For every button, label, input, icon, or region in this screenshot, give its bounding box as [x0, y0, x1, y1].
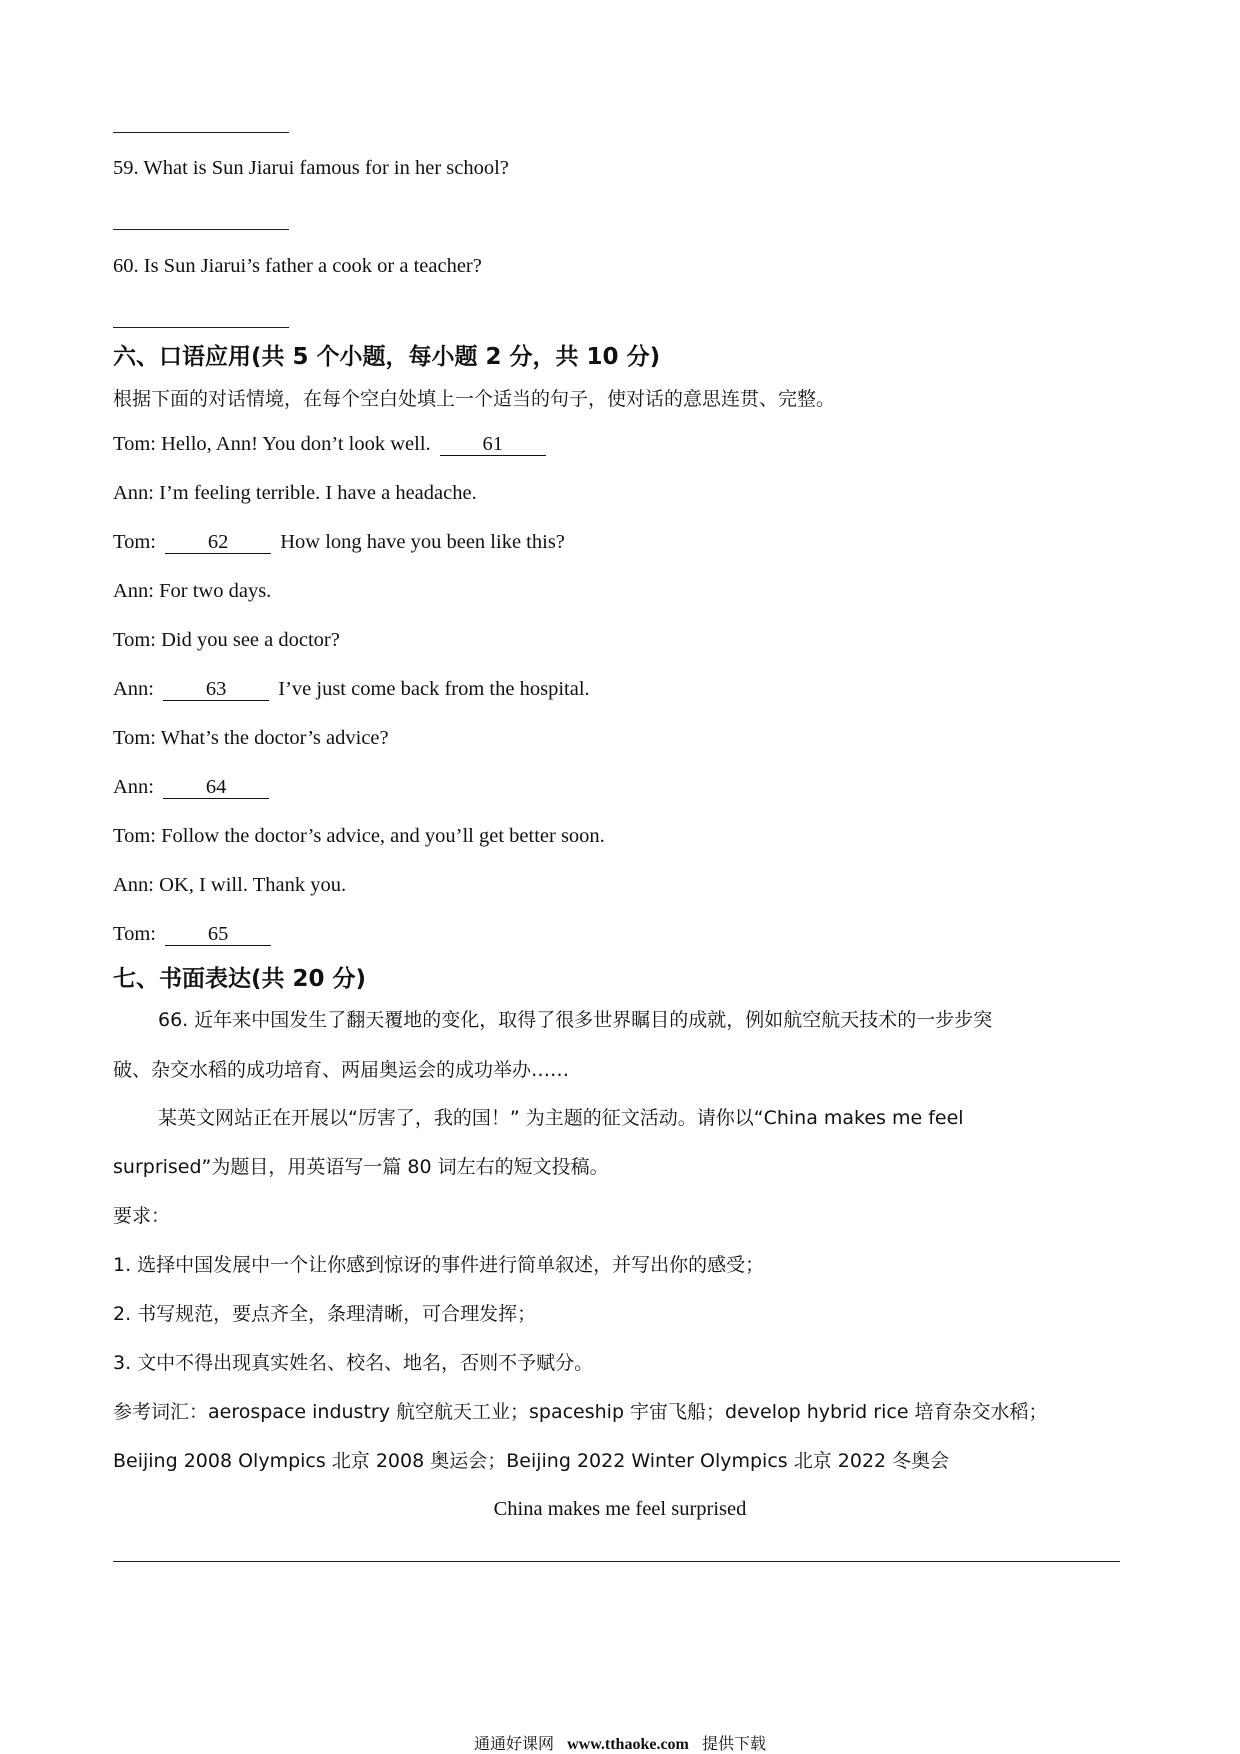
- dialogue-text: Tom: Hello, Ann! You don’t look well.: [113, 433, 436, 455]
- dialogue-line: [113, 479, 477, 507]
- requirements-label: 要求：: [113, 1205, 171, 1227]
- answer-blank[interactable]: 62: [165, 531, 271, 554]
- dialogue-line: [113, 822, 605, 850]
- dialogue-text: Ann: For two days.: [113, 580, 272, 602]
- answer-line: [113, 327, 289, 328]
- dialogue-text: Ann: OK, I will. Thank you.: [113, 874, 347, 896]
- dialogue-text: Tom: What’s the doctor’s advice?: [113, 727, 389, 749]
- question-59: 59. What is Sun Jiarui famous for in her school?: [113, 157, 509, 179]
- answer-blank[interactable]: 63: [163, 678, 269, 701]
- essay-prompt-line-1: 66. 近年来中国发生了翻天覆地的变化，取得了很多世界瞩目的成就，例如航空航天技术的一步步突: [158, 1009, 993, 1031]
- dialogue-line: [113, 675, 590, 703]
- answer-blank[interactable]: 64: [163, 776, 269, 799]
- answer-blank[interactable]: 65: [165, 923, 271, 946]
- dialogue-text: Tom: Follow the doctor’s advice, and you’ll get better soon.: [113, 825, 605, 847]
- footer-url[interactable]: www.tthaoke.com: [567, 1736, 689, 1753]
- dialogue-text: How long have you been like this?: [275, 531, 565, 553]
- section-7-title: 七、书面表达(共 20 分): [113, 966, 367, 992]
- dialogue-line: [113, 920, 275, 948]
- answer-blank[interactable]: 61: [440, 433, 546, 456]
- dialogue-text: Ann:: [113, 678, 160, 700]
- footer-site-name: 通通好课网: [474, 1734, 555, 1753]
- dialogue-text: Ann: I’m feeling terrible. I have a headache.: [113, 482, 477, 504]
- essay-prompt-line-2: 破、杂交水稻的成功培育、两届奥运会的成功举办……: [113, 1059, 570, 1081]
- question-60: 60. Is Sun Jiarui’s father a cook or a teacher?: [113, 255, 482, 277]
- dialogue-line: [113, 724, 389, 752]
- dialogue-text: Ann:: [113, 776, 160, 798]
- essay-title: China makes me feel surprised: [493, 1498, 747, 1520]
- section-6-title: 六、口语应用(共 5 个小题，每小题 2 分，共 10 分): [113, 344, 661, 370]
- requirement-3: 3. 文中不得出现真实姓名、校名、地名，否则不予赋分。: [113, 1352, 594, 1374]
- essay-prompt-line-4: surprised”为题目，用英语写一篇 80 词左右的短文投稿。: [113, 1156, 609, 1178]
- dialogue-line: [113, 871, 346, 899]
- requirement-2: 2. 书写规范，要点齐全，条理清晰，可合理发挥；: [113, 1303, 537, 1325]
- essay-prompt-line-3: 某英文网站正在开展以“厉害了，我的国！” 为主题的征文活动。请你以“China makes me feel: [158, 1107, 964, 1129]
- footer-download-text: 提供下载: [701, 1734, 766, 1753]
- footer: [0, 1731, 1240, 1754]
- vocabulary-line-2: Beijing 2008 Olympics 北京 2008 奥运会；Beijing 2022 Winter Olympics 北京 2022 冬奥会: [113, 1450, 950, 1472]
- dialogue-text: I’ve just come back from the hospital.: [273, 678, 590, 700]
- answer-line: [113, 132, 289, 133]
- dialogue-line: [113, 626, 340, 654]
- dialogue-line: [113, 773, 273, 801]
- dialogue-line: [113, 430, 550, 458]
- section-6-instruction: 根据下面的对话情境，在每个空白处填上一个适当的句子，使对话的意思连贯、完整。: [113, 388, 836, 410]
- dialogue-line: [113, 577, 271, 605]
- dialogue-line: [113, 528, 565, 556]
- dialogue-text: Tom:: [113, 531, 162, 553]
- writing-line: [113, 1561, 1120, 1562]
- requirement-1: 1. 选择中国发展中一个让你感到惊讶的事件进行简单叙述，并写出你的感受；: [113, 1254, 765, 1276]
- dialogue-text: Tom: Did you see a doctor?: [113, 629, 340, 651]
- vocabulary-line-1: 参考词汇：aerospace industry 航空航天工业；spaceship 宇宙飞船；develop hybrid rice 培育杂交水稻；: [113, 1401, 1048, 1423]
- answer-line: [113, 229, 289, 230]
- dialogue-text: Tom:: [113, 923, 162, 945]
